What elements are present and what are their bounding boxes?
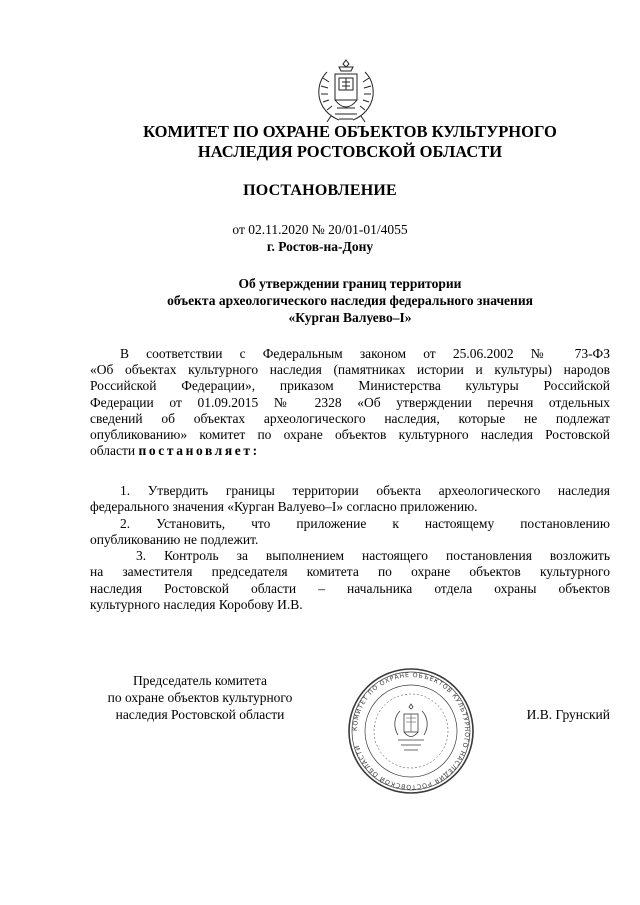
document-type-title: ПОСТАНОВЛЕНИЕ [243, 182, 397, 199]
document-date-number: от 02.11.2020 № 20/01-01/4055 [232, 222, 408, 237]
preamble-line: В соответствии с Федеральным законом от 25.06.2002 № 73-ФЗ [120, 346, 610, 361]
signatory-line-1: Председатель комитета [133, 673, 267, 688]
coat-of-arms-emblem [315, 58, 377, 124]
preamble-line: опубликованию» комитет по охране объектов культурного наследия Ростовской [90, 426, 610, 442]
preamble-line: сведений об объектах археологического наследия, которые не подлежат [90, 410, 610, 426]
committee-name-line-2: НАСЛЕДИЯ РОСТОВСКОЙ ОБЛАСТИ [197, 142, 503, 161]
subject-line-1: Об утверждении границ территории [238, 276, 462, 291]
item-3-line-4: культурного наследия Коробову И.В. [90, 597, 303, 613]
item-1-line-1: 1. Утвердить границы территории объекта археологического наследия [120, 483, 610, 498]
preamble-paragraph [90, 346, 610, 459]
seal-ring-text: КОМИТЕТ ПО ОХРАНЕ ОБЪЕКТОВ КУЛЬТУРНОГО НАСЛЕДИЯ РОСТОВСКОЙ ОБЛАСТИ [351, 671, 471, 791]
signatory-name: И.В. Грунский [526, 707, 610, 722]
preamble-last-prefix: области [90, 443, 139, 459]
preamble-line: Федерации от 01.09.2015 № 2328 «Об утверждении перечня отдельных [90, 394, 610, 410]
committee-name-line-1: КОМИТЕТ ПО ОХРАНЕ ОБЪЕКТОВ КУЛЬТУРНОГО [143, 122, 557, 141]
subject-line-3: «Курган Валуево–I» [288, 310, 412, 325]
item-2-line-2: опубликованию не подлежит. [90, 531, 259, 547]
subject-line-2: объекта археологического наследия федерального значения [167, 293, 533, 308]
preamble-line: «Об объектах культурного наследия (памятниках истории и культуры) народов [90, 362, 610, 378]
preamble-last-line [90, 443, 610, 459]
signatory-position [90, 672, 310, 723]
preamble-line: Российской Федерации», приказом Министерства культуры Российской [90, 378, 610, 394]
decree-items [90, 483, 610, 613]
item-3-line-3: наследия Ростовской области – начальника отдела охраны объектов [90, 580, 610, 596]
item-2-line-1: 2. Установить, что приложение к настоящему постановлению [120, 515, 610, 531]
item-3-line-2: на заместителя председателя комитета по охране объектов культурного [90, 564, 610, 580]
decree-word: постановляет: [138, 443, 260, 459]
signatory-line-3: наследия Ростовской области [115, 707, 285, 722]
document-city: г. Ростов-на-Дону [266, 239, 374, 254]
item-3-line-1: 3. Контроль за выполнением настоящего постановления возложить [136, 548, 610, 564]
item-1-line-2: федерального значения «Курган Валуево–I» согласно приложению. [90, 499, 478, 515]
signatory-line-2: по охране объектов культурного [107, 690, 293, 705]
official-seal [346, 666, 476, 796]
